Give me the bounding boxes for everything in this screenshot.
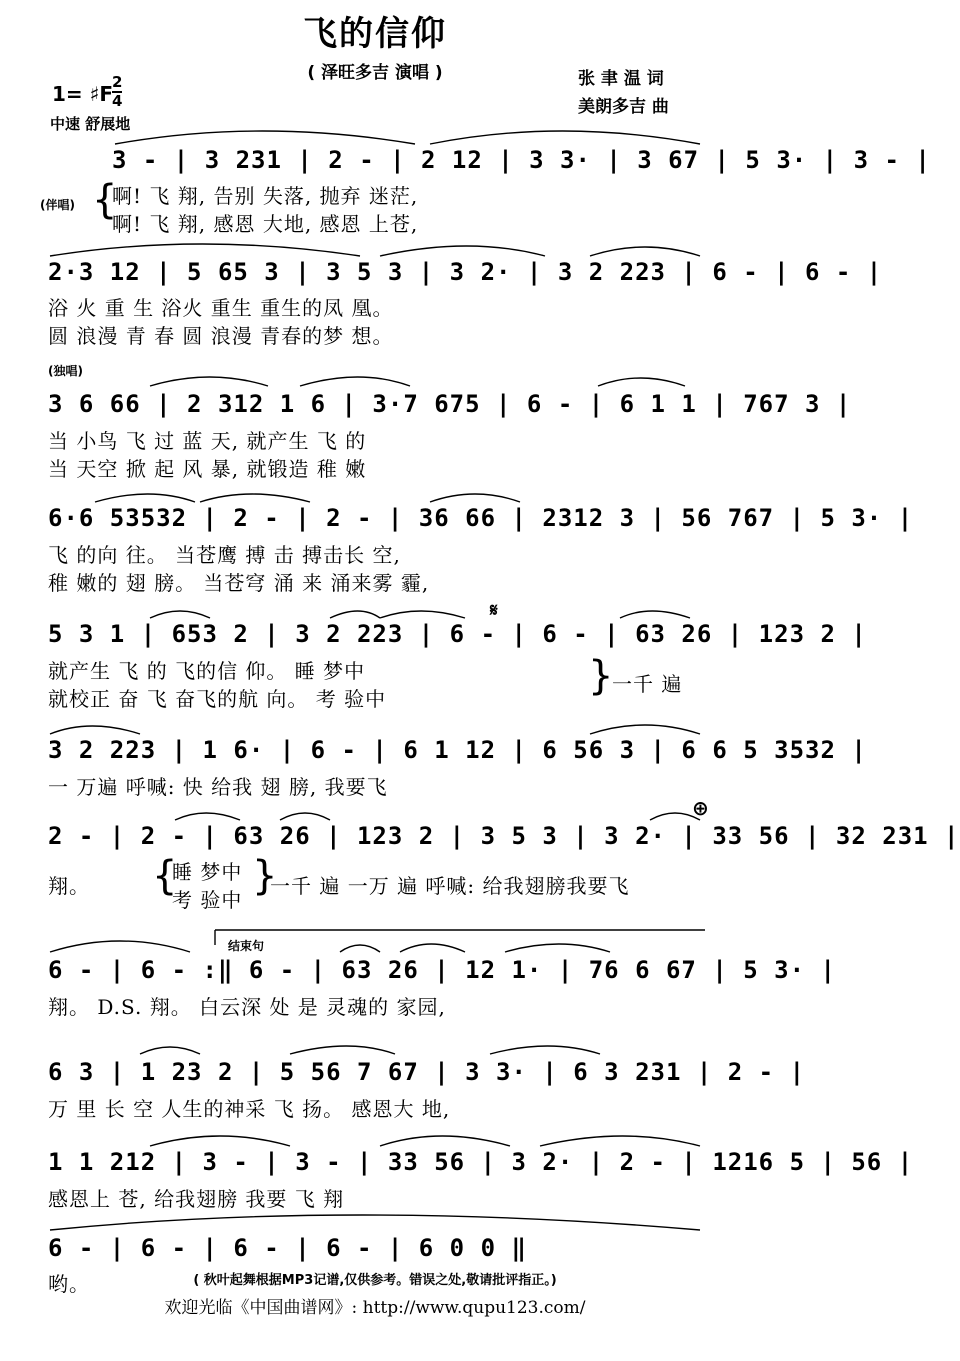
lyric-line-5a: 就产生 飞 的 飞的信 仰。 睡 梦中 bbox=[48, 659, 366, 683]
slur-arc bbox=[175, 813, 240, 820]
slur-arc bbox=[330, 611, 380, 618]
slur-arc bbox=[590, 725, 700, 734]
verse-brace: { bbox=[92, 177, 118, 223]
score-line-5: 5 3 1 | 653 2 | 3 2 223 | 6 - | 6 - | 63 26 | 123 2 | bbox=[48, 620, 867, 648]
segno-sign: 𝄋 bbox=[490, 600, 498, 621]
slur-arc bbox=[150, 1136, 290, 1146]
tempo-marking: 中速 舒展地 bbox=[50, 115, 131, 133]
lyric-line-8a: 翔。 D.S. 翔。 白云深 处 是 灵魂的 家园, bbox=[48, 995, 446, 1019]
slur-arc bbox=[340, 945, 380, 952]
lyric-line-3a: 当 小鸟 飞 过 蓝 天, 就产生 飞 的 bbox=[48, 429, 367, 453]
lyric-line-1a: 啊! 飞 翔, 告别 失落, 抛弃 迷茫, bbox=[112, 184, 419, 208]
slur-arc bbox=[505, 944, 610, 952]
ending-label: 结束句 bbox=[228, 939, 265, 953]
lyric-line-7a: 翔。 bbox=[48, 874, 90, 898]
lyric-line-5c: 一千 遍 bbox=[612, 672, 683, 696]
score-line-2: 2·3 12 | 5 65 3 | 3 5 3 | 3 2· | 3 2 223 | 6 - | 6 - | bbox=[48, 258, 883, 286]
slur-arc bbox=[650, 813, 700, 820]
lyric-line-3b: 当 天空 掀 起 风 暴, 就锻造 稚 嫩 bbox=[48, 457, 367, 481]
slur-arc bbox=[380, 611, 465, 618]
singer-credit: ( 泽旺多吉 演唱 ) bbox=[307, 63, 443, 83]
slur-arc bbox=[150, 377, 268, 386]
slur-arc bbox=[115, 131, 415, 144]
lyric-line-7b: 睡 梦中 bbox=[172, 860, 243, 884]
slur-arc bbox=[95, 494, 195, 502]
slur-arc bbox=[200, 494, 310, 502]
lyric-line-2b: 圆 浪漫 青 春 圆 浪漫 青春的梦 想。 bbox=[48, 324, 394, 348]
lyric-line-6a: 一 万遍 呼喊: 快 给我 翅 膀, 我要飞 bbox=[48, 775, 388, 799]
lyric-line-1b: 啊! 飞 翔, 感恩 大地, 感恩 上苍, bbox=[112, 212, 419, 236]
score-line-6: 3 2 223 | 1 6· | 6 - | 6 1 12 | 6 56 3 | 6 6 5 3532 | bbox=[48, 736, 867, 764]
score-line-9: 6 3 | 1 23 2 | 5 56 7 67 | 3 3· | 6 3 231 | 2 - | bbox=[48, 1058, 806, 1086]
slur-arc bbox=[590, 247, 700, 256]
slur-arc bbox=[540, 1136, 700, 1146]
slur-arc bbox=[50, 726, 140, 734]
chorus-brace-right-2: } bbox=[252, 853, 278, 899]
coda-sign: ⊕ bbox=[692, 796, 709, 820]
accompaniment-label: (伴唱) bbox=[40, 198, 75, 212]
lyric-line-7d: 一千 遍 一万 遍 呼喊: 给我翅膀我要飞 bbox=[270, 874, 630, 898]
transcription-footnote: ( 秋叶起舞根据MP3记谱,仅供参考。错误之处,敬请批评指正。) bbox=[193, 1273, 557, 1288]
slur-arc bbox=[140, 1047, 200, 1054]
website-link[interactable]: 欢迎光临《中国曲谱网》: http://www.qupu123.com/ bbox=[164, 1298, 586, 1318]
score-line-8: 6 - | 6 - :‖ 6 - | 63 26 | 12 1· | 76 6 67 | 5 3· | bbox=[48, 956, 836, 984]
slur-arc bbox=[290, 1046, 395, 1054]
key-signature: 1= ♯F bbox=[52, 82, 113, 106]
slur-arc bbox=[490, 1046, 600, 1054]
slur-arc bbox=[430, 494, 520, 502]
solo-label: (独唱) bbox=[48, 364, 83, 378]
score-line-10: 1 1 212 | 3 - | 3 - | 33 56 | 3 2· | 2 - | 1216 5 | 56 | bbox=[48, 1148, 914, 1176]
time-signature-bottom: 4 bbox=[112, 92, 123, 110]
lyric-line-11a: 哟。 bbox=[48, 1272, 90, 1296]
slur-arc bbox=[50, 941, 190, 952]
composer-credit: 美朗多吉 曲 bbox=[578, 97, 669, 117]
slur-arc bbox=[300, 377, 410, 386]
slur-arc bbox=[598, 378, 685, 386]
slur-arc bbox=[50, 1215, 700, 1230]
lyric-line-4a: 飞 的向 往。 当苍鹰 搏 击 搏击长 空, bbox=[48, 543, 401, 567]
lyric-line-5b: 就校正 奋 飞 奋飞的航 向。 考 验中 bbox=[48, 687, 387, 711]
lyric-line-9a: 万 里 长 空 人生的神采 飞 扬。 感恩大 地, bbox=[48, 1097, 451, 1121]
chorus-brace-right: } bbox=[588, 653, 614, 699]
lyricist-credit: 张 聿 温 词 bbox=[578, 69, 664, 89]
slur-arc bbox=[380, 1136, 510, 1146]
score-line-11: 6 - | 6 - | 6 - | 6 - | 6 0 0 ‖ bbox=[48, 1234, 527, 1262]
lyric-line-2a: 浴 火 重 生 浴火 重生 重生的凤 凰。 bbox=[48, 296, 394, 320]
score-line-1: 3 - | 3 231 | 2 - | 2 12 | 3 3· | 3 67 | 5 3· | 3 - | bbox=[112, 146, 931, 174]
lyric-line-7c: 考 验中 bbox=[172, 888, 243, 912]
slur-arc bbox=[150, 611, 210, 618]
slur-arc bbox=[430, 131, 700, 144]
chorus-brace-left: { bbox=[152, 853, 178, 899]
song-title: 飞的信仰 bbox=[303, 14, 447, 54]
slur-arc bbox=[400, 944, 465, 952]
time-signature-top: 2 bbox=[112, 73, 123, 91]
score-line-3: 3 6 66 | 2 312 1 6 | 3·7 675 | 6 - | 6 1 1 | 767 3 | bbox=[48, 390, 852, 418]
score-line-7: 2 - | 2 - | 63 26 | 123 2 | 3 5 3 | 3 2· | 33 56 | 32 231 | bbox=[48, 822, 960, 850]
slur-arc bbox=[280, 813, 330, 820]
score-line-4: 6·6 53532 | 2 - | 2 - | 36 66 | 2312 3 | 56 767 | 5 3· | bbox=[48, 504, 914, 532]
lyric-line-4b: 稚 嫩的 翅 膀。 当苍穹 涌 来 涌来雾 霾, bbox=[48, 571, 430, 595]
slur-arc bbox=[620, 611, 690, 618]
slur-arc bbox=[380, 246, 545, 256]
slur-arc bbox=[50, 244, 360, 256]
lyric-line-10a: 感恩上 苍, 给我翅膀 我要 飞 翔 bbox=[48, 1187, 345, 1211]
